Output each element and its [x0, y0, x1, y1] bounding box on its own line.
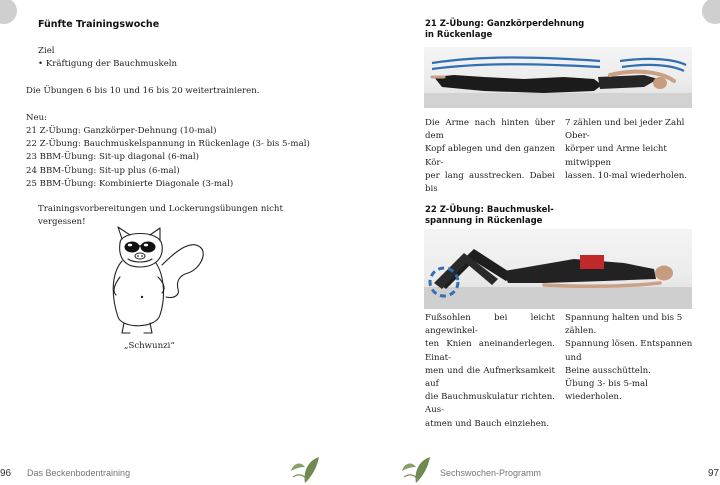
text-line: Übung 3- bis 5-mal wiederholen.: [565, 379, 648, 403]
text-line: 7 zählen und bei jeder Zahl Ober-: [565, 118, 685, 142]
reminder-line: vergessen!: [38, 217, 86, 228]
heading-line: 22 Z-Übung: Bauchmuskel-: [425, 205, 554, 215]
continue-text: Die Übungen 6 bis 10 und 16 bis 20 weitertrainieren.: [26, 86, 260, 96]
goal-item: [38, 58, 177, 71]
text-line: körper und Arme leicht mitwippen: [565, 144, 667, 168]
list-item: 23 BBM-Übung: Sit-up diagonal (6-mal): [26, 152, 199, 163]
exercise-21-photo: [424, 47, 692, 108]
list-item: 21 Z-Übung: Ganzkörper-Dehnung (10-mal): [26, 126, 217, 136]
text-line: Spannung lösen. Entspannen und: [565, 339, 693, 363]
text-line: lassen. 10-mal wiederholen.: [565, 170, 688, 181]
text-line: per lang ausstrecken. Dabei bis: [425, 170, 555, 195]
new-exercise-list: [26, 125, 310, 191]
text-line: men und die Aufmerksamkeit auf: [425, 365, 555, 390]
goal-item-text: Kräftigung der Bauchmuskeln: [45, 59, 178, 69]
page-corner-tab-right: [702, 0, 720, 24]
exercise-22-text-col2: [565, 312, 700, 404]
new-label: Neu:: [26, 113, 48, 123]
text-line: Fußsohlen bei leicht angewinkel-: [425, 313, 555, 337]
mascot-caption: „Schwunzi“: [124, 341, 175, 351]
exercise-22-photo: [424, 229, 692, 309]
page-number-right: 97: [708, 468, 720, 479]
mascot-illustration: [100, 225, 210, 340]
leaf-logo-icon: [398, 455, 434, 485]
exercise-21-text-col1: [425, 117, 555, 196]
footer-title-right: Sechswochen-Programm: [440, 468, 542, 478]
heading-line: spannung in Rückenlage: [425, 216, 543, 226]
heading-line: in Rückenlage: [425, 30, 493, 40]
reminder-line: Trainingsvorbereitungen und Lockerungsübungen nicht: [38, 204, 283, 214]
page-title: Fünfte Trainingswoche: [38, 19, 160, 30]
text-line: Beine ausschütteln.: [565, 365, 651, 376]
page-number-left: 96: [0, 468, 12, 479]
text-line: Spannung halten und bis 5 zählen.: [565, 313, 683, 337]
text-line: Kopf ablegen und den ganzen Kör-: [425, 144, 555, 168]
exercise-21-heading: [425, 19, 584, 41]
exercise-22-text-col1: [425, 312, 555, 431]
body-stretch-figure: [424, 47, 692, 108]
text-line: ten Knien aneinanderlegen. Einat-: [425, 339, 555, 363]
list-item: 25 BBM-Übung: Kombinierte Diagonale (3-mal): [26, 178, 234, 189]
bent-knee-figure: [424, 229, 692, 309]
bullet: •: [38, 59, 44, 69]
list-item: 22 Z-Übung: Bauchmuskelspannung in Rückenlage (3- bis 5-mal): [26, 139, 310, 150]
text-line: atmen und Bauch einziehen.: [425, 418, 550, 429]
text-line: die Bauchmuskulatur richten. Aus-: [425, 392, 555, 416]
goal-label: Ziel: [38, 46, 55, 56]
leaf-logo-icon: [287, 455, 323, 485]
list-item: 24 BBM-Übung: Sit-up plus (6-mal): [26, 165, 180, 176]
page-corner-tab-left: [0, 0, 17, 24]
heading-line: 21 Z-Übung: Ganzkörperdehnung: [425, 19, 585, 29]
text-line: Die Arme nach hinten über dem: [425, 118, 555, 142]
footer-title-left: Das Beckenbodentraining: [27, 468, 131, 478]
exercise-22-heading: [425, 205, 554, 227]
exercise-21-text-col2: [565, 117, 700, 183]
